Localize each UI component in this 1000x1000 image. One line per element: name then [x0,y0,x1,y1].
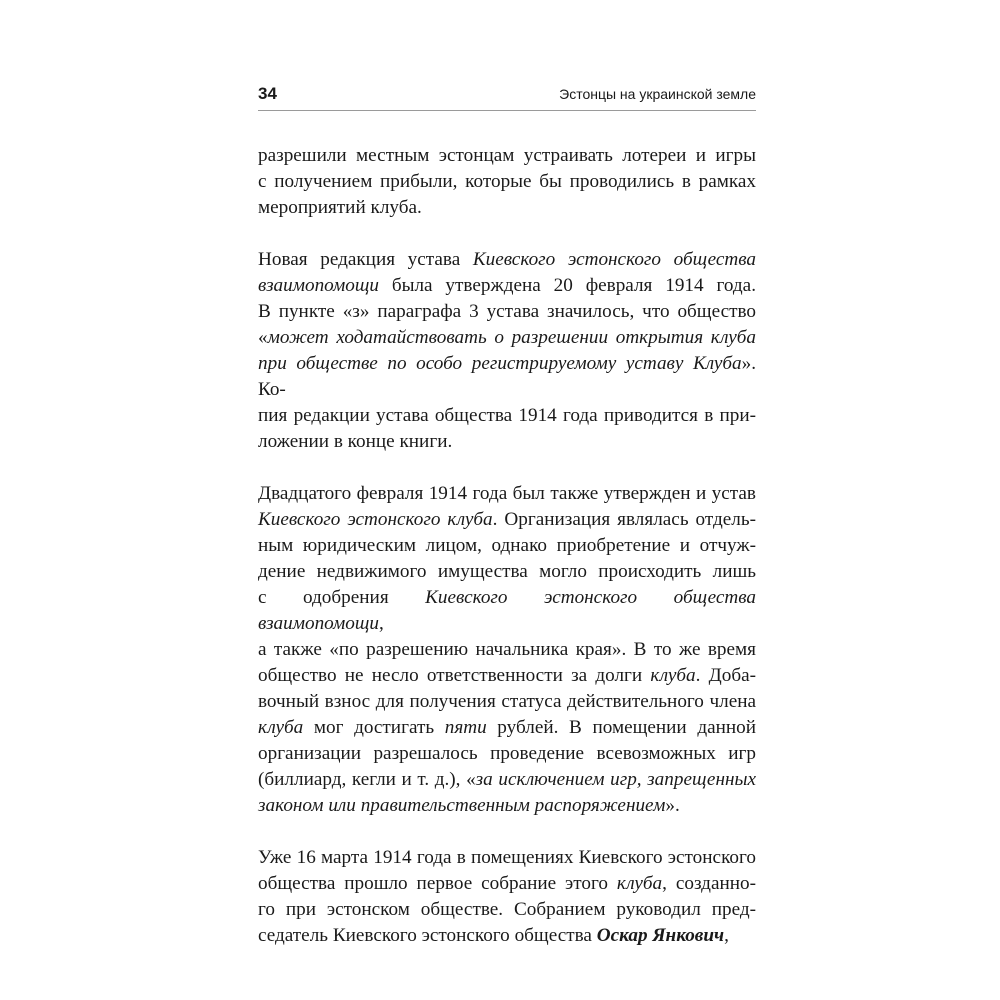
text-run: организации разрешалось проведение всевозможных игр [258,743,756,764]
text-line [258,585,756,637]
text-run: а также «по разрешению начальника края». В то же время [258,639,756,660]
text-run: , созданно- [662,873,756,894]
text-run: Новая редакция устава [258,249,473,270]
text-line [258,351,756,403]
text-line [258,559,756,585]
text-line [258,481,756,507]
text-run: рублей. В помещении данной [486,717,756,738]
text-line [258,403,756,429]
paragraph [258,481,756,819]
text-run: с одобрения [258,587,426,608]
text-line [258,871,756,897]
text-line [258,637,756,663]
text-line [258,897,756,923]
text-line [258,663,756,689]
text-run: седатель Киевского эстонского общества [258,925,597,946]
page-header [258,80,756,111]
text-run: ». Ко- [258,353,756,400]
body-text [258,143,756,949]
bold-italic-name: Оскар Янкович [596,925,725,946]
text-line [258,741,756,767]
italic-text: Киевского эстонского клуба [258,509,493,530]
text-run: мог достигать [303,717,445,738]
text-run: с получением прибыли, которые бы проводились в рамках [258,171,756,192]
text-run: « [258,327,268,348]
text-line [258,689,756,715]
italic-text: Киевского эстонского общества взаимопомощи [258,587,756,634]
text-run: ным юридическим лицом, однако приобретение и отчуж- [258,535,756,556]
text-line [258,533,756,559]
italic-text: законом или правительственным распоряжением [258,795,666,816]
text-run: . Доба- [695,665,756,686]
italic-text: клуба [650,665,696,686]
text-line [258,273,756,299]
text-run: разрешили местным эстонцам устраивать лотереи и игры [258,145,756,166]
text-run: ». [665,795,680,816]
paragraph [258,845,756,949]
italic-text: Киевского эстонского общества [472,249,756,270]
text-line [258,507,756,533]
text-line [258,923,756,949]
text-run: дение недвижимого имущества могло происходить лишь [258,561,756,582]
text-run: (биллиард, кегли и т. д.), « [258,769,476,790]
italic-text: может ходатайствовать о разрешении открытия клуба [267,327,756,348]
italic-text: клуба [616,873,663,894]
text-line [258,793,756,819]
text-run: Двадцатого февраля 1914 года был также утвержден и устав [258,483,756,504]
text-run: , [724,925,729,946]
page-number: 34 [258,84,277,103]
text-run: была утверждена 20 февраля 1914 года. [378,275,756,296]
text-run: , [378,613,384,634]
text-line [258,429,756,455]
italic-text: за исключением игр, запрещенных [475,769,756,790]
italic-text: клуба [258,717,304,738]
text-run: вочный взнос для получения статуса действительного члена [258,691,756,712]
text-line [258,169,756,195]
running-title: Эстонцы на украинской земле [559,86,756,102]
text-run: Уже 16 марта 1914 года в помещениях Киевского эстонского [258,847,756,868]
paragraph [258,247,756,455]
italic-text: при обществе по особо регистрируемому уставу Клуба [258,353,742,374]
text-run: мероприятий клуба. [258,197,422,218]
text-line [258,247,756,273]
text-run: . Организация являлась отдель- [492,509,756,530]
italic-text: взаимопомощи [258,275,379,296]
text-line [258,845,756,871]
text-line [258,767,756,793]
paragraph [258,143,756,221]
text-line [258,299,756,325]
text-line [258,195,756,221]
text-line [258,715,756,741]
text-run: В пункте «з» параграфа 3 устава значилось, что общество [258,301,756,322]
text-run: пия редакции устава общества 1914 года приводится в при- [258,405,756,426]
text-run: общество не несло ответственности за долги [258,665,651,686]
text-run: общества прошло первое собрание этого [258,873,617,894]
text-run: го при эстонском обществе. Собранием руководил пред- [258,899,756,920]
text-run: ложении в конце книги. [258,431,453,452]
text-line [258,143,756,169]
italic-text: пяти [444,717,487,738]
text-line [258,325,756,351]
